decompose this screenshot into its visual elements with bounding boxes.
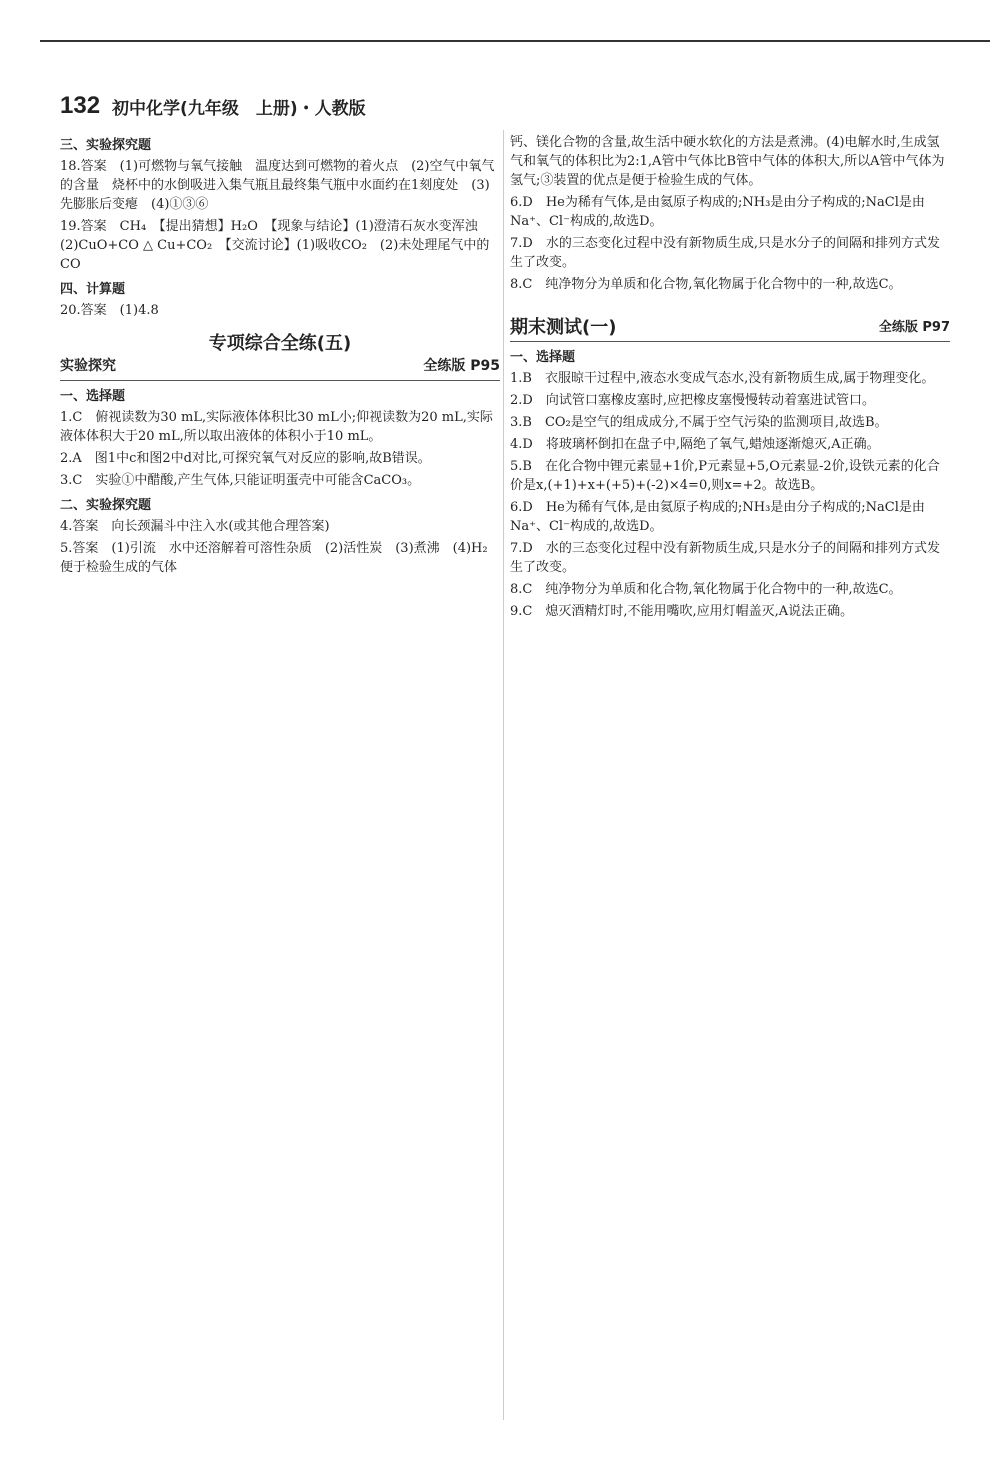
answer-6: 6.D He为稀有气体,是由氦原子构成的;NH₃是由分子构成的;NaCl是由Na⁺、Cl⁻构成的,故选D。 bbox=[510, 195, 925, 229]
answer-19: 19.答案 CH₄ 【提出猜想】H₂O 【现象与结论】(1)澄清石灰水变浑浊 (2)CuO+CO △ Cu+CO₂ 【交流讨论】(1)吸收CO₂ (2)未处理尾气中的CO bbox=[60, 219, 491, 272]
book-title: 初中化学(九年级 上册)・人教版 bbox=[112, 98, 366, 119]
sub-banner bbox=[60, 357, 500, 381]
column-divider bbox=[503, 130, 504, 1420]
answer-20: 20.答案 (1)4.8 bbox=[60, 303, 159, 318]
continued-text: 钙、镁化合物的含量,故生活中硬水软化的方法是煮沸。(4)电解水时,生成氢气和氧气的体积比为2:1,A管中气体比B管中气体的体积大,所以A管中气体为氢气;③装置的优点是便于检验生成的气体。 bbox=[510, 135, 945, 188]
exam-answer-9: 9.C 熄灭酒精灯时,不能用嘴吹,应用灯帽盖灭,A说法正确。 bbox=[510, 604, 854, 619]
answer-18: 18.答案 (1)可燃物与氧气接触 温度达到可燃物的着火点 (2)空气中氧气的含量 烧杯中的水倒吸进入集气瓶且最终集气瓶中水面约在1刻度处 (3)先膨胀后变瘪 (4)①③⑥ bbox=[60, 159, 495, 212]
exam-answer-1: 1.B 衣服晾干过程中,液态水变成气态水,没有新物质生成,属于物理变化。 bbox=[510, 371, 935, 386]
top-rule bbox=[40, 40, 990, 42]
exam-ref: 全练版 P97 bbox=[878, 320, 950, 335]
sub-banner-ref: 全练版 P95 bbox=[423, 358, 500, 374]
section-heading: 四、计算题 bbox=[60, 282, 126, 297]
sub-banner-title: 实验探究 bbox=[60, 358, 116, 374]
exam-banner bbox=[510, 318, 950, 342]
section-heading: 二、实验探究题 bbox=[60, 498, 152, 513]
answer-5: 5.答案 (1)引流 水中还溶解着可溶性杂质 (2)活性炭 (3)煮沸 (4)H₂ 便于检验生成的气体 bbox=[60, 541, 501, 575]
exam-answer-6: 6.D He为稀有气体,是由氦原子构成的;NH₃是由分子构成的;NaCl是由Na⁺、Cl⁻构成的,故选D。 bbox=[510, 500, 925, 534]
page-header bbox=[60, 92, 366, 120]
section-heading: 一、选择题 bbox=[510, 350, 576, 365]
exam-answer-4: 4.D 将玻璃杯倒扣在盘子中,隔绝了氧气,蜡烛逐渐熄灭,A正确。 bbox=[510, 437, 880, 452]
answer-3: 3.C 实验①中醋酸,产生气体,只能证明蛋壳中可能含CaCO₃。 bbox=[60, 473, 421, 488]
exam-answer-3: 3.B CO₂是空气的组成成分,不属于空气污染的监测项目,故选B。 bbox=[510, 415, 888, 430]
answer-2: 2.A 图1中c和图2中d对比,可探究氧气对反应的影响,故B错误。 bbox=[60, 451, 431, 466]
exam-answer-8: 8.C 纯净物分为单质和化合物,氧化物属于化合物中的一种,故选C。 bbox=[510, 582, 902, 597]
section-heading: 一、选择题 bbox=[60, 389, 126, 404]
left-column bbox=[60, 130, 500, 580]
exam-answer-2: 2.D 向试管口塞橡皮塞时,应把橡皮塞慢慢转动着塞进试管口。 bbox=[510, 393, 875, 408]
exam-answer-7: 7.D 水的三态变化过程中没有新物质生成,只是水分子的间隔和排列方式发生了改变。 bbox=[510, 541, 940, 575]
answer-7: 7.D 水的三态变化过程中没有新物质生成,只是水分子的间隔和排列方式发生了改变。 bbox=[510, 236, 940, 270]
answer-1: 1.C 俯视读数为30 mL,实际液体体积比30 mL小;仰视读数为20 mL,实际液体体积大于20 mL,所以取出液体的体积小于10 mL。 bbox=[60, 410, 493, 444]
answer-4: 4.答案 向长颈漏斗中注入水(或其他合理答案) bbox=[60, 519, 330, 534]
right-column bbox=[510, 133, 950, 624]
unit-banner: 专项综合全练(五) bbox=[208, 333, 352, 354]
exam-title: 期末测试(一) bbox=[510, 317, 617, 338]
answer-8: 8.C 纯净物分为单质和化合物,氧化物属于化合物中的一种,故选C。 bbox=[510, 277, 902, 292]
section-heading: 三、实验探究题 bbox=[60, 138, 152, 153]
exam-answer-5: 5.B 在化合物中锂元素显+1价,P元素显+5,O元素显-2价,设铁元素的化合价是x,(+1)+x+(+5)+(-2)×4=0,则x=+2。故选B。 bbox=[510, 459, 940, 493]
page-number: 132 bbox=[60, 92, 101, 119]
